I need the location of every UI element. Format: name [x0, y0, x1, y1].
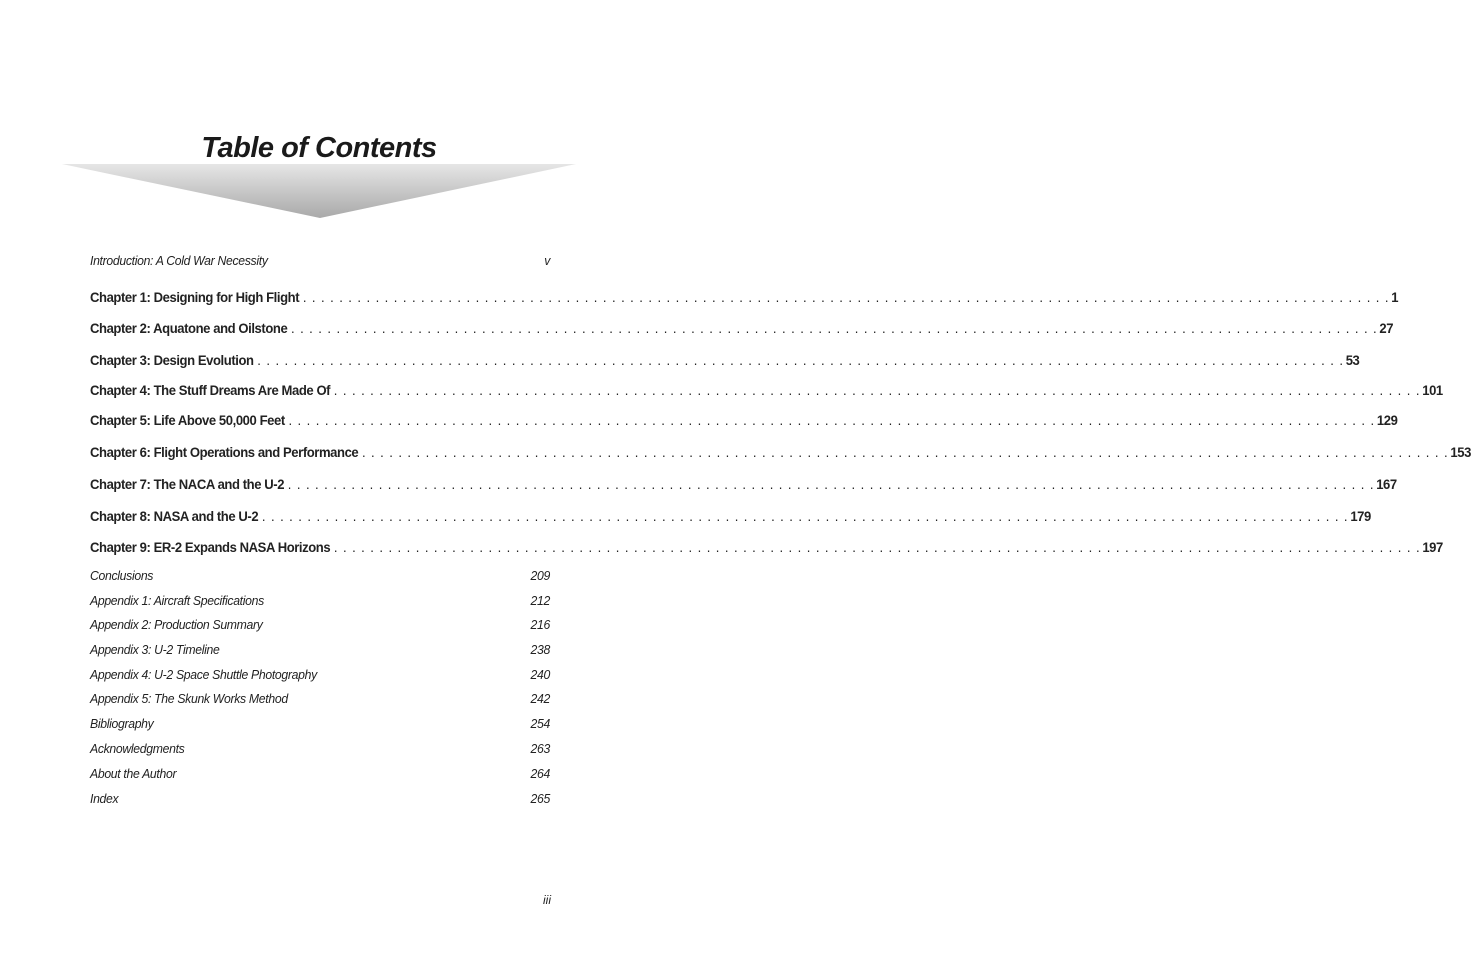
toc-entry-page: 265 [530, 791, 550, 806]
toc-entry-page: 263 [530, 741, 550, 756]
toc-entry[interactable] [90, 540, 1443, 556]
toc-entry-label: Introduction: A Cold War Necessity [90, 253, 268, 268]
toc-entry-page: 129 [1376, 413, 1398, 429]
toc-entry-label: Chapter 9: ER-2 Expands NASA Horizons [90, 540, 331, 556]
toc-entry-page: 254 [530, 716, 550, 731]
toc-entry[interactable] [90, 667, 550, 682]
dot-leader: . . . . . . . . . . . . . . . . . . . . . . . . . . . . . . . . . . . . . . . . . . . . . . . . . . . . . . . . . . . . . . . . . . . . . . . . . . . . . . . . . . . . . . . . . . . . . . . . . . . . . . . . . . . . . . . . . . . . . . . . [333, 540, 1421, 556]
toc-entry[interactable] [90, 509, 1371, 525]
dot-leader: . . . . . . . . . . . . . . . . . . . . . . . . . . . . . . . . . . . . . . . . . . . . . . . . . . . . . . . . . . . . . . . . . . . . . . . . . . . . . . . . . . . . . . . . . . . . . . . . . . . . . . . . . . . . . . . . . . . . . . . . [288, 413, 1376, 429]
toc-entry-label: Appendix 4: U-2 Space Shuttle Photography [90, 667, 317, 682]
toc-entry-page: 240 [530, 667, 550, 682]
page-title: Table of Contents [201, 132, 437, 164]
toc-entry-label: About the Author [90, 766, 177, 781]
dot-leader: . . . . . . . . . . . . . . . . . . . . . . . . . . . . . . . . . . . . . . . . . . . . . . . . . . . . . . . . . . . . . . . . . . . . . . . . . . . . . . . . . . . . . . . . . . . . . . . . . . . . . . . . . . . . . . . . . . . . . . . . [333, 383, 1421, 399]
toc-entry-label: Bibliography [90, 716, 154, 731]
toc-entry-page: 197 [1422, 540, 1443, 556]
toc-entry-page: 53 [1345, 353, 1360, 369]
toc-entry[interactable] [90, 383, 1443, 399]
toc-entry-label: Chapter 2: Aquatone and Oilstone [90, 321, 288, 337]
toc-entry-page: 27 [1379, 321, 1394, 337]
toc-entry-label: Chapter 6: Flight Operations and Performance [90, 445, 359, 461]
page-number: iii [543, 893, 551, 907]
toc-entry-page: 153 [1450, 445, 1471, 461]
toc-entry-page: 101 [1422, 383, 1443, 399]
toc-entry[interactable] [90, 642, 550, 657]
toc-entry-page: 238 [530, 642, 550, 657]
toc-entry-label: Appendix 3: U-2 Timeline [90, 642, 220, 657]
toc-entry[interactable] [90, 766, 550, 781]
toc-entry-page: 242 [530, 691, 550, 706]
toc-entry-label: Chapter 7: The NACA and the U-2 [90, 477, 285, 493]
toc-entry[interactable] [90, 321, 1394, 337]
toc-entry-page: 1 [1391, 290, 1399, 306]
toc-entry[interactable] [90, 691, 550, 706]
toc-entry[interactable] [90, 568, 550, 583]
dot-leader: . . . . . . . . . . . . . . . . . . . . . . . . . . . . . . . . . . . . . . . . . . . . . . . . . . . . . . . . . . . . . . . . . . . . . . . . . . . . . . . . . . . . . . . . . . . . . . . . . . . . . . . . . . . . . . . . . . . . . . . . [257, 353, 1344, 369]
toc-entry[interactable] [90, 477, 1397, 493]
toc-entry[interactable] [90, 617, 550, 632]
dot-leader: . . . . . . . . . . . . . . . . . . . . . . . . . . . . . . . . . . . . . . . . . . . . . . . . . . . . . . . . . . . . . . . . . . . . . . . . . . . . . . . . . . . . . . . . . . . . . . . . . . . . . . . . . . . . . . . . . . . . . . . . [361, 445, 1449, 461]
toc-entry-label: Chapter 3: Design Evolution [90, 353, 254, 369]
toc-entry-page: 212 [530, 593, 550, 608]
toc-entry-label: Conclusions [90, 568, 154, 583]
toc-entry-page: v [544, 253, 550, 268]
dot-leader: . . . . . . . . . . . . . . . . . . . . . . . . . . . . . . . . . . . . . . . . . . . . . . . . . . . . . . . . . . . . . . . . . . . . . . . . . . . . . . . . . . . . . . . . . . . . . . . . . . . . . . . . . . . . . . . . . . . . . . . . [302, 290, 1390, 306]
toc-entry-page: 264 [530, 766, 550, 781]
toc-entry[interactable] [90, 413, 1398, 429]
toc-entry[interactable] [90, 253, 550, 268]
toc-entry[interactable] [90, 791, 550, 806]
toc-entry-label: Appendix 2: Production Summary [90, 617, 263, 632]
dot-leader: . . . . . . . . . . . . . . . . . . . . . . . . . . . . . . . . . . . . . . . . . . . . . . . . . . . . . . . . . . . . . . . . . . . . . . . . . . . . . . . . . . . . . . . . . . . . . . . . . . . . . . . . . . . . . . . . . . . . . . . . [287, 477, 1375, 493]
toc-entry[interactable] [90, 716, 550, 731]
toc-entry-label: Chapter 1: Designing for High Flight [90, 290, 300, 306]
toc-entry-page: 209 [530, 568, 550, 583]
toc-entry-page: 167 [1376, 477, 1397, 493]
toc-entry-label: Appendix 1: Aircraft Specifications [90, 593, 264, 608]
dot-leader: . . . . . . . . . . . . . . . . . . . . . . . . . . . . . . . . . . . . . . . . . . . . . . . . . . . . . . . . . . . . . . . . . . . . . . . . . . . . . . . . . . . . . . . . . . . . . . . . . . . . . . . . . . . . . . . . . . . . . . . . [290, 321, 1378, 337]
toc-entry-label: Chapter 5: Life Above 50,000 Feet [90, 413, 285, 429]
dot-leader: . . . . . . . . . . . . . . . . . . . . . . . . . . . . . . . . . . . . . . . . . . . . . . . . . . . . . . . . . . . . . . . . . . . . . . . . . . . . . . . . . . . . . . . . . . . . . . . . . . . . . . . . . . . . . . . . . . . . . . . . [261, 509, 1349, 525]
toc-entry-label: Chapter 4: The Stuff Dreams Are Made Of [90, 383, 331, 399]
toc-entry-label: Acknowledgments [90, 741, 185, 756]
toc-entry-page: 179 [1350, 509, 1371, 525]
toc-entry[interactable] [90, 741, 550, 756]
toc-entry[interactable] [90, 290, 1399, 306]
toc-entry-label: Index [90, 791, 119, 806]
toc-entry[interactable] [90, 445, 1471, 461]
toc-entry-page: 216 [530, 617, 550, 632]
toc-entry[interactable] [90, 593, 550, 608]
toc-entry[interactable] [90, 353, 1360, 369]
toc-entry-label: Chapter 8: NASA and the U-2 [90, 509, 259, 525]
toc-entry-label: Appendix 5: The Skunk Works Method [90, 691, 288, 706]
